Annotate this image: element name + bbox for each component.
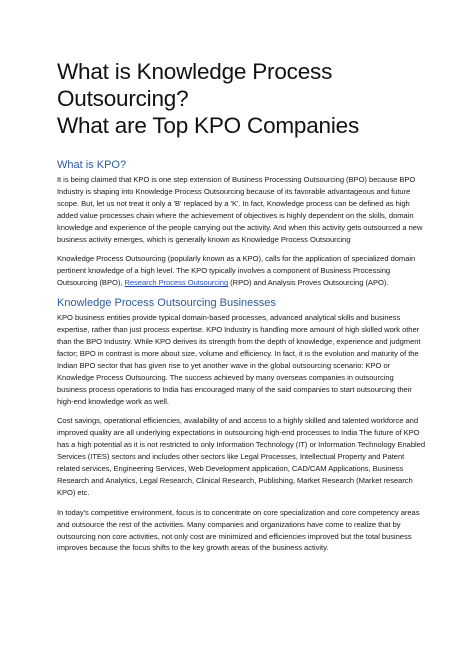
section-heading-kpo-businesses: Knowledge Process Outsourcing Businesses (57, 297, 276, 310)
paragraph: In today's competitive environment, focus is to concentrate on core specialization and core competency areas and outsource the rest of the activities. Many companies and organizations have come to realize that by outsourcing non core activities, not only cost are minimized and efficiencies improved but the total business improves because the focus shifts to the key growth areas of the business activity. (57, 507, 420, 553)
page-title (57, 58, 425, 139)
paragraph: Cost savings, operational efficiencies, availability of and access to a highly skilled and talented workforce and improved quality are all underlying expectations in outsourcing high-end processes to India The future of KPO has a high potential as it is not restricted to only Information Technology (IT) or Information Technology Enabled Services (ITES) sectors and includes other sectors like Legal Processes, Intellectual Property and Patent related services, Engineering Services, Web Development application, CAD/CAM Applications, Business Research and Analytics, Legal Research, Clinical Research, Publishing, Market Research (Market research KPO) etc. (57, 416, 426, 497)
paragraph-text: Knowledge Process Outsourcing (popularly known as a KPO), calls for the application of specialized domain pertinent knowledge of a high level. The KPO typically involves a component of Business Processing Outsourcing (BPO), (57, 254, 416, 288)
document-page (57, 58, 425, 554)
paragraph-with-link (57, 253, 425, 289)
paragraph: KPO business entities provide typical domain-based processes, advanced analytical skills and business expertise, rather than just process expertise. KPO Industry is handling more amount of high skilled work other than the BPO Industry. While KPO derives its strength from the depth of knowledge, experience and judgment factor; BPO in contrast is more about size, volume and efficiency. In fact, it is the evolution and maturity of the Indian BPO sector that has given rise to yet another wave in the global outsourcing scenario: KPO or Knowledge Process Outsourcing. The success achieved by many overseas companies in outsourcing business process operations to India has encouraged many of the said companies to start outsourcing their high-end knowledge work as well. (57, 313, 421, 406)
paragraph-text: (RPO) and Analysis Proves Outsourcing (APO). (228, 278, 389, 288)
section-heading-what-is-kpo: What is KPO? (57, 159, 127, 171)
title-line-1: What is Knowledge Process Outsourcing? (57, 59, 333, 111)
research-process-outsourcing-link[interactable]: Research Process Outsourcing (124, 278, 229, 288)
title-line-2: What are Top KPO Companies (57, 113, 360, 138)
paragraph: It is being claimed that KPO is one step extension of Business Processing Outsourcing (BPO) because BPO Industry is shaping into Knowledge Process Outsourcing because of its favorable advantageous and future scope. But, let us not treat it only a 'B' replaced by a 'K'. In fact, Knowledge process can be defined as high added value processes chain where the achievement of objectives is highly dependent on the skills, domain knowledge and experience of the people carrying out the activity. And when this activity gets outsourced a new business activity emerges, which is generally known as Knowledge Process Outsourcing (57, 175, 423, 244)
